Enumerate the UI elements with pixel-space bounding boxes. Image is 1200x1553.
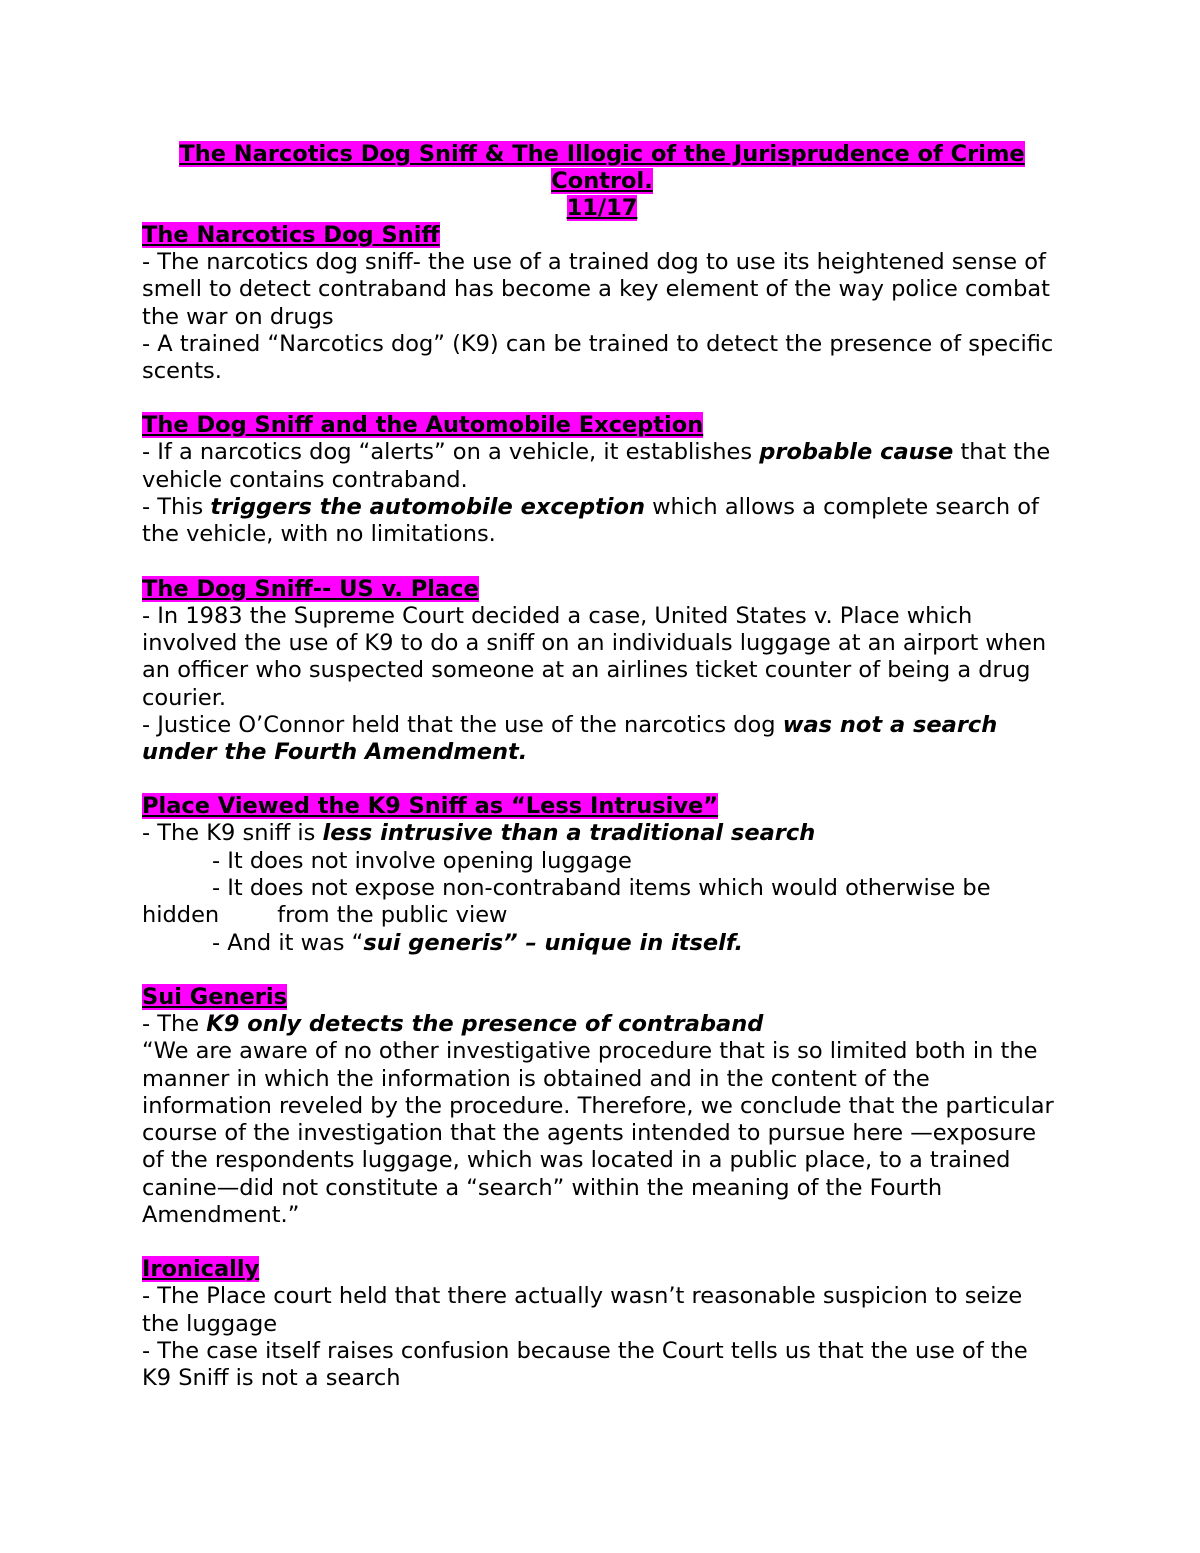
text-run: - And it was “ <box>212 929 364 956</box>
text-run: - Justice O’Connor held that the use of the narcotics dog <box>142 711 783 738</box>
section-heading: The Narcotics Dog Sniff <box>142 222 440 248</box>
section-narcotics-dog-sniff <box>142 222 1062 385</box>
sub-bullet-continuation <box>142 902 1062 929</box>
section-less-intrusive <box>142 793 1062 956</box>
text-run: from the public view <box>277 902 508 929</box>
section-sui-generis <box>142 984 1062 1229</box>
section-us-v-place <box>142 576 1062 767</box>
text-run: hidden <box>142 902 220 929</box>
section-heading: Place Viewed the K9 Sniff as “Less Intrusive” <box>142 793 719 820</box>
title-line-1: The Narcotics Dog Sniff & The Illogic of the Jurisprudence of Crime <box>179 141 1025 167</box>
text-run: - The <box>142 1010 207 1037</box>
text-run: - If a narcotics dog “alerts” on a vehicle, it establishes <box>142 439 760 466</box>
section-heading: Ironically <box>142 1256 260 1283</box>
bullet-text: - The Place court held that there actually wasn’t reasonable suspicion to seize the luggage <box>142 1283 1023 1337</box>
bullet-text <box>142 494 1062 549</box>
bullet-text: - In 1983 the Supreme Court decided a case, United States v. Place which involved the use of K9 to do a sniff on an individuals luggage at an airport when an officer who suspected someone at an airlines ticket counter of being a drug courier. <box>142 602 1047 711</box>
section-heading: Sui Generis <box>142 983 287 1010</box>
section-heading: The Dog Sniff and the Automobile Exception <box>142 412 704 439</box>
emphasis-text: probable cause <box>759 439 954 466</box>
title-date: 11/17 <box>566 195 638 221</box>
text-run: - The K9 sniff is <box>142 820 323 847</box>
emphasis-text: sui generis” – unique in itself <box>363 929 735 956</box>
title-line-2: Control. <box>551 168 653 194</box>
text-run: which allows a complete search of the vehicle, with no limitations. <box>142 494 1039 548</box>
bullet-text: - A trained “Narcotics dog” (K9) can be trained to detect the presence of specific scents. <box>142 330 1054 385</box>
section-ironically <box>142 1256 1062 1392</box>
text-run: . <box>518 739 528 766</box>
bullet-text: - The narcotics dog sniff- the use of a trained dog to use its heightened sense of smell to detect contraband has become a key element of the way police combat the war on drugs <box>142 249 1050 330</box>
bullet-text <box>142 712 1062 767</box>
emphasis-text: K9 only detects the presence of contraband <box>206 1010 764 1037</box>
bullet-text <box>142 820 1062 847</box>
emphasis-text: less intrusive than a traditional search <box>322 820 816 847</box>
emphasis-text: was not a search under the Fourth Amendment <box>142 711 998 766</box>
text-run: . <box>734 929 744 956</box>
section-automobile-exception <box>142 412 1062 548</box>
document-title <box>142 141 1062 222</box>
sub-bullet-text <box>142 930 1062 957</box>
bullet-text <box>142 439 1062 494</box>
bullet-text: - The case itself raises confusion because the Court tells us that the use of the K9 Sniff is not a search <box>142 1337 1028 1392</box>
sub-bullet-text: - It does not expose non-contraband items which would otherwise be <box>212 875 991 902</box>
quote-text: “We are aware of no other investigative procedure that is so limited both in the manner in which the information is obtained and in the content of the information reveled by the procedure. Therefore, we conclude that the particular course of the investigation that the agents intended to pursue here —exposure of the respondents luggage, which was located in a public place, to a trained canine—did not constitute a “search” within the meaning of the Fourth Amendment.” <box>142 1038 1054 1229</box>
text-run: that the vehicle contains contraband. <box>142 439 1051 493</box>
emphasis-text: triggers the automobile exception <box>210 494 645 521</box>
sub-bullet-text: - It does not involve opening luggage <box>212 847 632 874</box>
bullet-text <box>142 1011 1062 1038</box>
text-run: - This <box>142 494 211 521</box>
section-heading: The Dog Sniff-- US v. Place <box>142 575 479 602</box>
